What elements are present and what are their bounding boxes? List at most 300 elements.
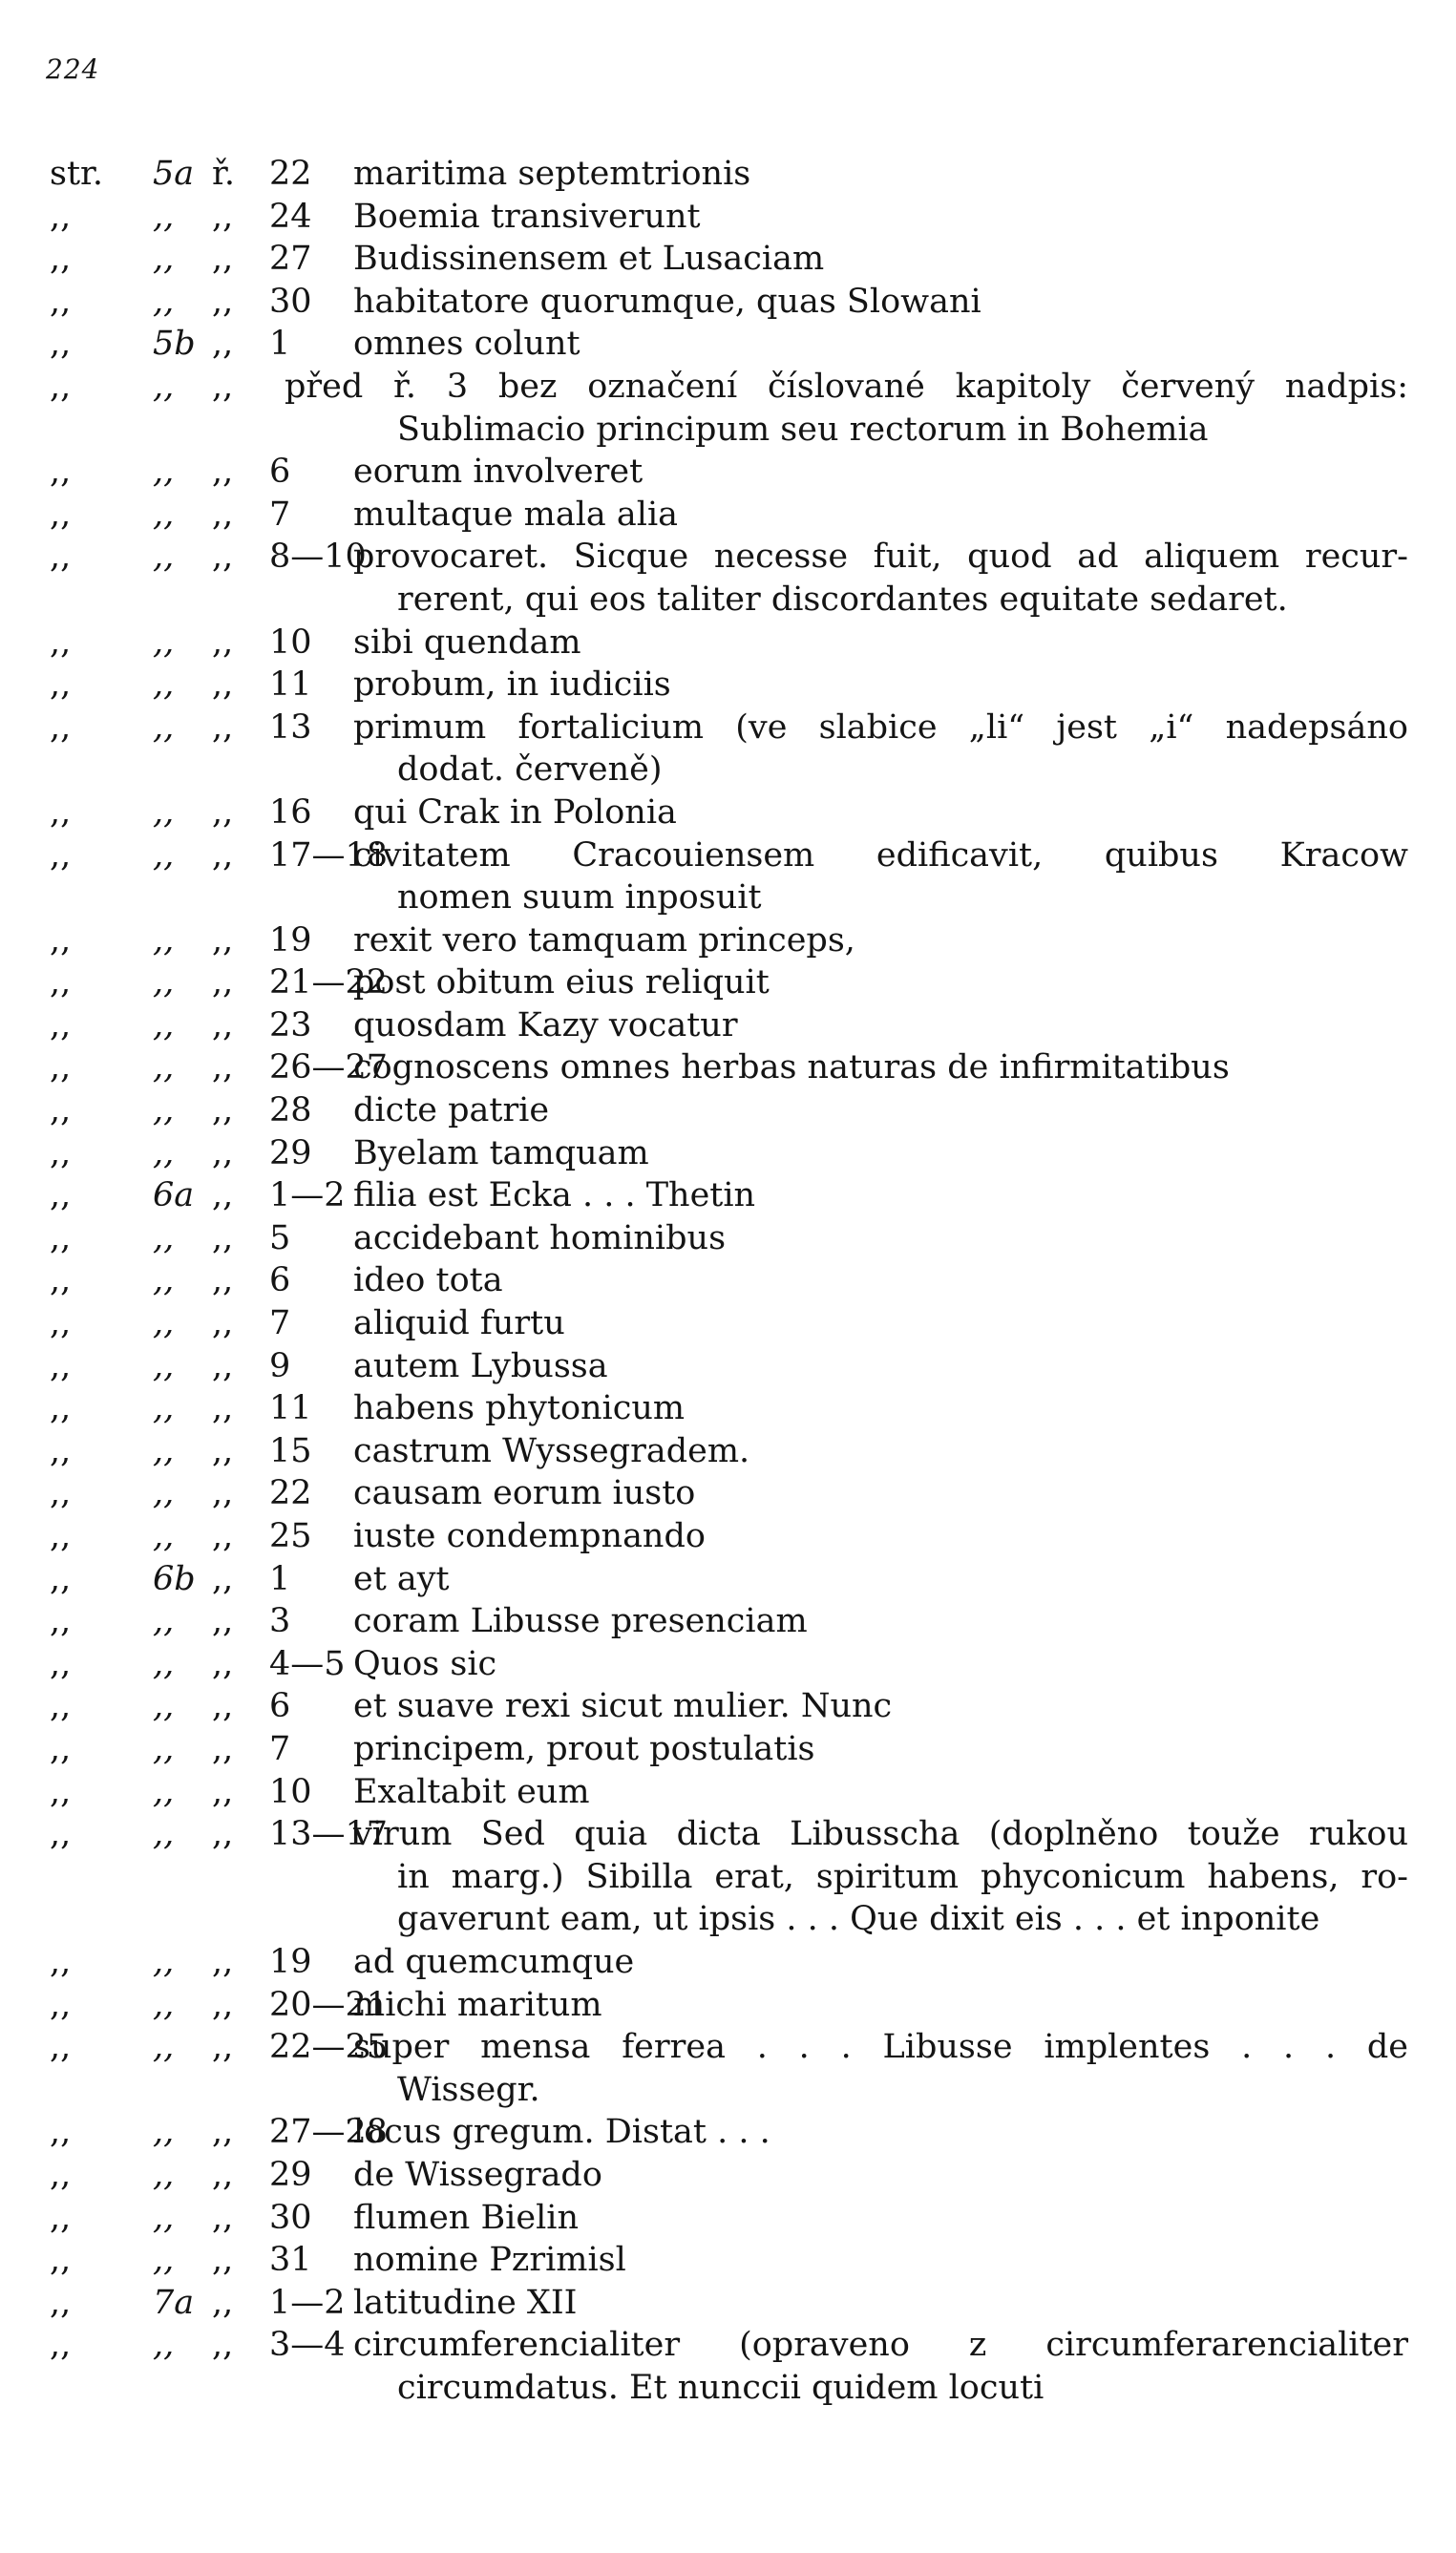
entry-text: Byelam tamquam (353, 1133, 649, 1172)
entry-reference-marker: ,, (50, 1772, 72, 1811)
entry-reference-marker: ,, (50, 1261, 72, 1300)
entry-text: iuste condempnando (353, 1517, 706, 1555)
entry-line-number: 16 (269, 792, 312, 832)
entry-line-number: 23 (269, 1005, 312, 1044)
entry-line (0, 961, 1456, 1004)
entry-row-marker: ,, (212, 325, 234, 364)
errata-entry (0, 834, 1456, 919)
errata-entry (0, 536, 1456, 621)
entry-reference-marker: ,, (50, 1687, 72, 1726)
entry-row-marker: ,, (212, 2028, 234, 2067)
entry-text: primum fortalicium (ve slabice „li“ jest „i“ nadepsáno (353, 707, 1408, 747)
entry-line (0, 1174, 1456, 1217)
entry-line (0, 1600, 1456, 1643)
entry-row-marker: ,, (212, 1687, 234, 1726)
entry-row-marker: ,, (212, 367, 234, 406)
entry-page-ref: ,, (153, 792, 175, 832)
entry-text: cognoscens omnes herbas naturas de infirmitatibus (353, 1048, 1230, 1087)
entry-reference-marker: ,, (50, 1729, 72, 1768)
entry-line-number: 7 (269, 1304, 291, 1343)
entry-continuation-text: dodat. červeně) (397, 750, 663, 790)
entry-line (0, 238, 1456, 281)
entry-line (0, 2197, 1456, 2240)
entry-line (0, 1515, 1456, 1558)
errata-entry (0, 2026, 1456, 2111)
entry-text: et ayt (353, 1559, 450, 1598)
entry-row-marker: ,, (212, 1815, 234, 1854)
entry-page-ref: 6a (153, 1176, 195, 1215)
entry-line (0, 1472, 1456, 1515)
errata-entry (0, 281, 1456, 324)
entry-row-marker: ,, (212, 1133, 234, 1172)
entry-page-ref: ,, (153, 920, 175, 960)
errata-entry (0, 664, 1456, 707)
entry-line (0, 1643, 1456, 1686)
entry-reference-marker: ,, (50, 2326, 72, 2365)
entry-line (0, 2111, 1456, 2154)
errata-entry (0, 1217, 1456, 1260)
entry-reference-marker: ,, (50, 1431, 72, 1470)
entry-page-ref: ,, (153, 1005, 175, 1044)
entry-line-number: 6 (269, 1261, 291, 1300)
page-number: 224 (46, 53, 100, 85)
entry-row-marker: ,, (212, 1517, 234, 1555)
entry-line (0, 1345, 1456, 1388)
entry-line-number: 3—4 (269, 2326, 346, 2365)
entry-reference-marker: ,, (50, 963, 72, 1002)
entry-line (0, 1217, 1456, 1260)
entry-reference-marker: ,, (50, 792, 72, 832)
entry-continuation-text: circumdatus. Et nunccii quidem locuti (397, 2368, 1045, 2407)
entry-reference-marker: ,, (50, 665, 72, 705)
entry-reference-marker: ,, (50, 622, 72, 662)
entry-page-ref: ,, (153, 495, 175, 534)
entry-row-marker: ,, (212, 1729, 234, 1768)
entry-line-number: 25 (269, 1517, 312, 1555)
entry-row-marker: ,, (212, 1772, 234, 1811)
entry-text: Boemia transiverunt (353, 197, 701, 236)
entry-reference-marker: ,, (50, 2241, 72, 2280)
entry-page-ref: ,, (153, 1218, 175, 1257)
entry-row-marker: ,, (212, 1942, 234, 1981)
errata-entry (0, 791, 1456, 834)
errata-entry (0, 707, 1456, 791)
entry-line (0, 919, 1456, 962)
entry-line (0, 1089, 1456, 1132)
entry-line-number: 9 (269, 1346, 291, 1385)
entry-reference-marker: ,, (50, 2028, 72, 2067)
entry-row-marker: ,, (212, 240, 234, 279)
entry-row-marker: ,, (212, 538, 234, 577)
entry-row-marker: ,, (212, 920, 234, 960)
entry-line-number: 29 (269, 1133, 312, 1172)
errata-entry (0, 1302, 1456, 1345)
entry-text: qui Crak in Polonia (353, 792, 677, 832)
errata-entry (0, 2197, 1456, 2240)
entry-line (0, 323, 1456, 366)
entry-continuation-line (0, 1856, 1456, 1899)
entry-line-number: 11 (269, 1389, 312, 1428)
errata-entry (0, 2324, 1456, 2409)
entry-row-marker: ,, (212, 1644, 234, 1683)
entry-page-ref: ,, (153, 1474, 175, 1513)
entry-text: castrum Wyssegradem. (353, 1431, 750, 1470)
entry-reference-marker: ,, (50, 453, 72, 492)
errata-entry (0, 494, 1456, 537)
entry-row-marker: ,, (212, 1602, 234, 1641)
errata-entry (0, 1430, 1456, 1473)
entry-line (0, 622, 1456, 665)
entry-text: multaque mala alia (353, 495, 679, 534)
entry-line (0, 2026, 1456, 2069)
errata-entry (0, 2282, 1456, 2325)
entry-reference-marker: ,, (50, 835, 72, 875)
entry-line (0, 1813, 1456, 1856)
entry-line (0, 451, 1456, 494)
entry-page-ref: ,, (153, 1431, 175, 1470)
entry-row-marker: ,, (212, 495, 234, 534)
entry-line-number: 1 (269, 1559, 291, 1598)
entry-line-number: 27—28 (269, 2113, 389, 2152)
entry-text: omnes colunt (353, 325, 580, 364)
entry-row-marker: ,, (212, 197, 234, 236)
errata-entry (0, 2154, 1456, 2197)
entry-reference-marker: ,, (50, 2198, 72, 2237)
entry-text: post obitum eius reliquit (353, 963, 770, 1002)
entry-reference-marker: str. (50, 155, 104, 193)
entry-line-number: 13—17 (269, 1815, 389, 1854)
entry-line-number: 13 (269, 707, 312, 747)
entry-line-number: 7 (269, 495, 291, 534)
entry-text: Quos sic (353, 1644, 497, 1683)
entry-line (0, 1046, 1456, 1089)
entry-line-number: 7 (269, 1729, 291, 1768)
entry-reference-marker: ,, (50, 1346, 72, 1385)
entry-reference-marker: ,, (50, 197, 72, 236)
entry-line (0, 536, 1456, 579)
entry-row-marker: ,, (212, 1304, 234, 1343)
entry-reference-marker: ,, (50, 1091, 72, 1130)
entry-line (0, 196, 1456, 239)
entry-row-marker: ,, (212, 1048, 234, 1087)
entry-text: nomine Pzrimisl (353, 2241, 626, 2280)
entry-row-marker: ,, (212, 453, 234, 492)
entry-line-number: 30 (269, 282, 312, 321)
entry-reference-marker: ,, (50, 240, 72, 279)
entry-reference-marker: ,, (50, 1048, 72, 1087)
entry-text: filia est Ecka . . . Thetin (353, 1176, 756, 1215)
entry-page-ref: ,, (153, 2241, 175, 2280)
entry-reference-marker: ,, (50, 1559, 72, 1598)
entry-text: et suave rexi sicut mulier. Nunc (353, 1687, 893, 1726)
entry-reference-marker: ,, (50, 920, 72, 960)
entry-reference-marker: ,, (50, 1942, 72, 1981)
errata-entry (0, 1728, 1456, 1771)
entry-text: ad quemcumque (353, 1942, 635, 1981)
entry-row-marker: ,, (212, 2155, 234, 2194)
entry-text: provocaret. Sicque necesse fuit, quod ad aliquem recur- (353, 538, 1408, 577)
errata-entry (0, 2239, 1456, 2282)
entry-text: autem Lybussa (353, 1346, 608, 1385)
entry-continuation-line (0, 1898, 1456, 1941)
errata-entry (0, 1004, 1456, 1047)
entry-row-marker: ,, (212, 2283, 234, 2322)
entry-text: coram Libusse presenciam (353, 1602, 808, 1641)
entry-line-number: 30 (269, 2198, 312, 2237)
errata-entry (0, 1089, 1456, 1132)
entry-text: locus gregum. Distat . . . (353, 2113, 770, 2152)
errata-entry (0, 1941, 1456, 1984)
entry-reference-marker: ,, (50, 1133, 72, 1172)
entry-row-marker: ,, (212, 622, 234, 662)
errata-entry (0, 1259, 1456, 1302)
entry-row-marker: ,, (212, 1559, 234, 1598)
errata-entry (0, 961, 1456, 1004)
entry-line-number: 29 (269, 2155, 312, 2194)
entry-row-marker: ,, (212, 1091, 234, 1130)
entry-row-marker: ,, (212, 1005, 234, 1044)
entry-row-marker: ,, (212, 792, 234, 832)
entry-row-marker: ,, (212, 1346, 234, 1385)
entry-line (0, 1984, 1456, 2027)
entry-reference-marker: ,, (50, 1218, 72, 1257)
entry-row-marker: ,, (212, 963, 234, 1002)
entry-continuation-line (0, 579, 1456, 622)
entry-line (0, 494, 1456, 537)
entry-line (0, 664, 1456, 707)
entry-page-ref: ,, (153, 1346, 175, 1385)
errata-entry (0, 323, 1456, 366)
entry-page-ref: 5a (153, 155, 195, 193)
entry-page-ref: ,, (153, 2198, 175, 2237)
entry-line-number: 21—22 (269, 963, 389, 1002)
errata-entry (0, 1813, 1456, 1941)
errata-entry (0, 919, 1456, 962)
entry-page-ref: ,, (153, 1602, 175, 1641)
entry-continuation-text: Sublimacio principum seu rectorum in Bohemia (397, 410, 1209, 449)
errata-entry (0, 1345, 1456, 1388)
entry-line-number: 19 (269, 920, 312, 960)
entry-row-marker: ,, (212, 1474, 234, 1513)
entry-page-ref: ,, (153, 1985, 175, 2024)
errata-entry (0, 366, 1456, 451)
errata-entry (0, 1046, 1456, 1089)
entry-page-ref: ,, (153, 1389, 175, 1428)
entry-reference-marker: ,, (50, 2283, 72, 2322)
entry-line-number: 28 (269, 1091, 312, 1130)
entry-continuation-text: in marg.) Sibilla erat, spiritum phyconicum habens, ro- (397, 1857, 1408, 1896)
entry-line (0, 1259, 1456, 1302)
entry-page-ref: ,, (153, 1729, 175, 1768)
entry-text: michi maritum (353, 1985, 602, 2024)
entry-reference-marker: ,, (50, 367, 72, 406)
entry-line-number: 27 (269, 240, 312, 279)
entry-text: maritima septemtrionis (353, 155, 751, 193)
entry-line-number: 19 (269, 1942, 312, 1981)
errata-entry (0, 1515, 1456, 1558)
entry-line (0, 1558, 1456, 1601)
entry-page-ref: ,, (153, 1133, 175, 1172)
errata-entry (0, 1174, 1456, 1217)
entry-line (0, 791, 1456, 834)
errata-list (0, 153, 1456, 2409)
entry-text: principem, prout postulatis (353, 1729, 815, 1768)
entry-page-ref: ,, (153, 367, 175, 406)
entry-line (0, 1004, 1456, 1047)
entry-reference-marker: ,, (50, 538, 72, 577)
entry-page-ref: ,, (153, 240, 175, 279)
entry-continuation-line (0, 2367, 1456, 2410)
entry-continuation-line (0, 876, 1456, 919)
entry-line-number: 22 (269, 155, 312, 193)
errata-entry (0, 1771, 1456, 1814)
entry-line-number: 8—10 (269, 538, 367, 577)
entry-page-ref: ,, (153, 622, 175, 662)
entry-page-ref: 5b (153, 325, 196, 364)
entry-reference-marker: ,, (50, 1517, 72, 1555)
entry-line (0, 153, 1456, 196)
entry-text: Exaltabit eum (353, 1772, 590, 1811)
entry-line-number: 22—25 (269, 2028, 389, 2067)
entry-continuation-text: nomen suum inposuit (397, 878, 762, 918)
entry-page-ref: ,, (153, 835, 175, 875)
entry-text: probum, in iudiciis (353, 665, 671, 705)
errata-entry (0, 1132, 1456, 1175)
entry-reference-marker: ,, (50, 495, 72, 534)
entry-reference-marker: ,, (50, 707, 72, 747)
entry-row-marker: ,, (212, 707, 234, 747)
entry-line-number: 6 (269, 453, 291, 492)
entry-row-marker: ,, (212, 2113, 234, 2152)
entry-row-marker: ,, (212, 2198, 234, 2237)
entry-page-ref: 6b (153, 1559, 196, 1598)
entry-line (0, 1430, 1456, 1473)
entry-page-ref: ,, (153, 1091, 175, 1130)
entry-page-ref: ,, (153, 1687, 175, 1726)
entry-line-number: 1 (269, 325, 291, 364)
entry-line (0, 2324, 1456, 2367)
entry-line-number: 26—27 (269, 1048, 389, 1087)
entry-page-ref: ,, (153, 1048, 175, 1087)
entry-line-number: 1—2 (269, 1176, 346, 1215)
entry-reference-marker: ,, (50, 1005, 72, 1044)
entry-text: accidebant hominibus (353, 1218, 727, 1257)
entry-text: habens phytonicum (353, 1389, 686, 1428)
entry-text: circumferencialiter (opraveno z circumferarencialiter (353, 2326, 1408, 2365)
entry-page-ref: ,, (153, 1815, 175, 1854)
entry-line-number: 10 (269, 1772, 312, 1811)
entry-page-ref: ,, (153, 2113, 175, 2152)
errata-entry (0, 1387, 1456, 1430)
errata-entry (0, 451, 1456, 494)
entry-page-ref: ,, (153, 1517, 175, 1555)
entry-page-ref: ,, (153, 1942, 175, 1981)
entry-text: causam eorum iusto (353, 1474, 696, 1513)
entry-line-number: 31 (269, 2241, 312, 2280)
entry-reference-marker: ,, (50, 1474, 72, 1513)
entry-text: flumen Bielin (353, 2198, 580, 2237)
entry-text: civitatem Cracouiensem edificavit, quibus Kracow (353, 835, 1408, 875)
entry-text: rexit vero tamquam princeps, (353, 920, 855, 960)
entry-reference-marker: ,, (50, 282, 72, 321)
entry-page-ref: ,, (153, 963, 175, 1002)
entry-line-number: 10 (269, 622, 312, 662)
entry-line (0, 1132, 1456, 1175)
entry-page-ref: ,, (153, 453, 175, 492)
entry-continuation-line (0, 2069, 1456, 2112)
entry-row-marker: ,, (212, 2326, 234, 2365)
entry-text: sibi quendam (353, 622, 581, 662)
entry-text: před ř. 3 bez označení číslované kapitoly červený nadpis: (285, 367, 1408, 406)
entry-page-ref: ,, (153, 2326, 175, 2365)
entry-line-number: 20—21 (269, 1985, 389, 2024)
entry-reference-marker: ,, (50, 325, 72, 364)
entry-reference-marker: ,, (50, 1304, 72, 1343)
errata-entry (0, 1558, 1456, 1601)
entry-page-ref: 7a (153, 2283, 195, 2322)
entry-line-number: 3 (269, 1602, 291, 1641)
entry-page-ref: ,, (153, 1644, 175, 1683)
entry-text: habitatore quorumque, quas Slowani (353, 282, 981, 321)
entry-text: eorum involveret (353, 453, 644, 492)
entry-line (0, 834, 1456, 877)
entry-continuation-text: Wissegr. (397, 2070, 540, 2109)
entry-continuation-text: gaverunt eam, ut ipsis . . . Que dixit eis . . . et inponite (397, 1900, 1320, 1939)
entry-line-number: 1—2 (269, 2283, 346, 2322)
errata-entry (0, 1685, 1456, 1728)
entry-page-ref: ,, (153, 707, 175, 747)
entry-text: de Wissegrado (353, 2155, 602, 2194)
entry-page-ref: ,, (153, 538, 175, 577)
entry-line (0, 2154, 1456, 2197)
entry-text: Budissinensem et Lusaciam (353, 240, 825, 279)
entry-page-ref: ,, (153, 2028, 175, 2067)
entry-row-marker: ,, (212, 1261, 234, 1300)
entry-line-number: 15 (269, 1431, 312, 1470)
entry-reference-marker: ,, (50, 1815, 72, 1854)
entry-text: dicte patrie (353, 1091, 550, 1130)
entry-continuation-line (0, 409, 1456, 452)
entry-line-number: 22 (269, 1474, 312, 1513)
entry-row-marker: ,, (212, 1985, 234, 2024)
entry-line-number: 17—18 (269, 835, 389, 875)
entry-line (0, 1941, 1456, 1984)
entry-line-number: 4—5 (269, 1644, 346, 1683)
entry-row-marker: ,, (212, 1431, 234, 1470)
errata-entry (0, 153, 1456, 196)
entry-page-ref: ,, (153, 1772, 175, 1811)
entry-page-ref: ,, (153, 197, 175, 236)
entry-page-ref: ,, (153, 2155, 175, 2194)
errata-entry (0, 1984, 1456, 2027)
entry-page-ref: ,, (153, 282, 175, 321)
entry-row-marker: ,, (212, 1218, 234, 1257)
entry-row-marker: ,, (212, 835, 234, 875)
entry-line (0, 281, 1456, 324)
entry-reference-marker: ,, (50, 1985, 72, 2024)
entry-line-number: 24 (269, 197, 312, 236)
errata-entry (0, 238, 1456, 281)
entry-line (0, 1302, 1456, 1345)
entry-line (0, 366, 1456, 409)
errata-entry (0, 1643, 1456, 1686)
errata-entry (0, 2111, 1456, 2154)
entry-row-marker: ,, (212, 2241, 234, 2280)
entry-text: virum Sed quia dicta Libusscha (doplněno touže rukou (353, 1815, 1408, 1854)
entry-reference-marker: ,, (50, 2155, 72, 2194)
entry-text: quosdam Kazy vocatur (353, 1005, 738, 1044)
entry-row-marker: ,, (212, 665, 234, 705)
